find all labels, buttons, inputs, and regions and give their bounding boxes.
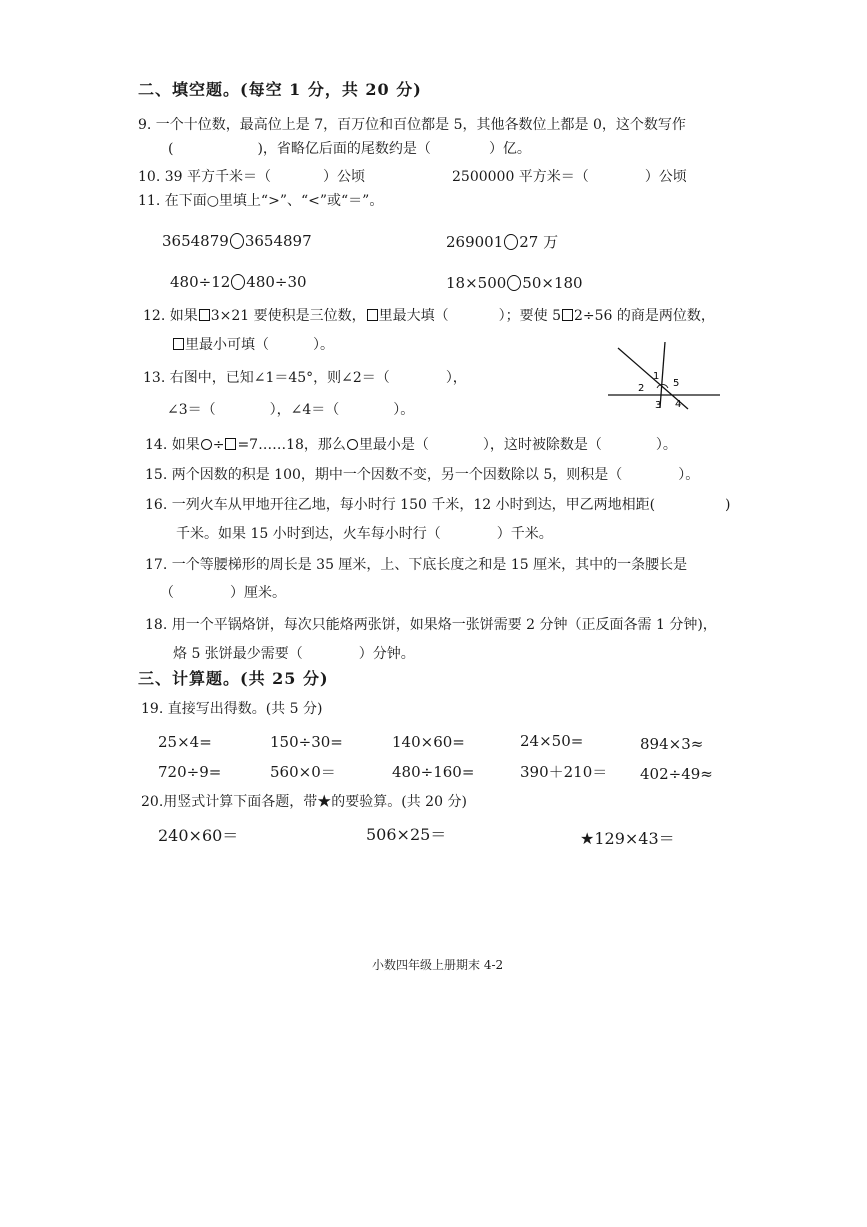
section3-title: 三、计算题。(共 25 分) [138, 669, 329, 688]
q11-item-3-right: 480÷30 [246, 273, 307, 291]
angle-label-3: 3 [655, 400, 662, 411]
q17-line1: 17. 一个等腰梯形的周长是 35 厘米，上、下底长度之和是 15 厘米，其中的一条腰长是 [145, 557, 688, 573]
q14-text-a: 14. 如果 [145, 437, 200, 453]
vertical-line [660, 342, 665, 408]
section2-title: 二、填空题。(每空 1 分，共 20 分) [138, 80, 422, 99]
q13-text-b: ）， [445, 370, 467, 386]
angle-label-1: 1 [653, 371, 660, 382]
q19-item: 402÷49≈ [640, 765, 713, 783]
q11-item-1-left: 3654879 [162, 232, 229, 250]
q11-title: 11. 在下面○里填上“>”、“<”或“＝”。 [138, 193, 384, 209]
q12-text-g: ）。 [313, 337, 334, 353]
q11-item-4 [446, 273, 583, 293]
q9-text-middle: )，省略亿后面的尾数约是（ [257, 141, 431, 157]
q19-item: 720÷9= [158, 763, 222, 781]
q9-bracket-open: ( [168, 141, 174, 157]
q10-text-a: 10. 39 平方千米＝（ [138, 169, 271, 185]
circle-placeholder [201, 439, 212, 450]
q14-text-e: ），这时被除数是（ [482, 437, 602, 453]
q15-line: 15. 两个因数的积是 100，期中一个因数不变，另一个因数除以 5，则积是（ ）。 [145, 467, 700, 483]
q11-item-3-left: 480÷12 [170, 273, 231, 291]
q12-line1 [143, 306, 715, 326]
q20-item: 240×60＝ [158, 826, 239, 845]
page-footer: 小数四年级上册期末 4-2 [372, 958, 504, 972]
q12-line2 [172, 335, 334, 355]
q20-item-starred: ★129×43＝ [580, 829, 675, 848]
q13-text-e: ）。 [393, 402, 415, 418]
q19-item: 894×3≈ [640, 735, 704, 753]
q19-item: 140×60= [392, 733, 465, 751]
q19-item: 390＋210＝ [520, 763, 608, 781]
q20-title: 20.用竖式计算下面各题，带★的要验算。(共 20 分) [141, 794, 467, 810]
q11-item-2 [446, 232, 558, 252]
q13-line1 [143, 368, 467, 388]
q16-line1: 16. 一列火车从甲地开往乙地，每小时行 150 千米，12 小时到达，甲乙两地相距( ) [145, 497, 731, 513]
q12-text-a: 12. 如果 [143, 308, 198, 324]
q12-text-e: 2÷56 的商是两位数， [573, 308, 715, 324]
box-placeholder [562, 309, 573, 321]
angle-figure [604, 338, 724, 414]
q9-line2 [168, 139, 531, 159]
angle-label-2: 2 [638, 383, 645, 394]
q11-item-3 [170, 272, 307, 292]
q14-text-c: =7……18，那么 [237, 437, 346, 453]
q11-item-1 [162, 231, 312, 251]
angle-label-4: 4 [675, 399, 682, 410]
box-placeholder [367, 309, 378, 321]
q19-item: 480÷160= [392, 763, 475, 781]
q19-title: 19. 直接写出得数。(共 5 分) [141, 701, 323, 717]
compare-circle[interactable] [507, 275, 521, 291]
box-placeholder [173, 338, 184, 350]
q11-item-2-left: 269001 [446, 233, 504, 251]
q12-text-b: 3×21 要使积是三位数， [210, 308, 366, 324]
q19-item: 560×0＝ [270, 763, 336, 781]
q13-line2 [167, 400, 414, 420]
compare-circle[interactable] [231, 274, 245, 290]
q11-item-1-right: 3654897 [244, 232, 312, 250]
box-placeholder [199, 309, 210, 321]
q14-line [145, 435, 677, 455]
q17-line2: （ ）厘米。 [160, 585, 286, 601]
q11-item-4-left: 18×500 [446, 274, 507, 292]
q14-text-b: ÷ [212, 437, 225, 453]
compare-circle[interactable] [504, 234, 518, 250]
q10-text-d: ）公顷 [644, 169, 687, 185]
q19-item: 25×4= [158, 733, 212, 751]
q14-text-f: ）。 [655, 437, 677, 453]
q18-line2: 烙 5 张饼最少需要（ ）分钟。 [173, 646, 415, 662]
compare-circle[interactable] [230, 233, 244, 249]
q10-text-b: ）公顷 [322, 169, 365, 185]
angle-label-5: 5 [673, 378, 680, 389]
q12-text-f: 里最小可填（ [185, 337, 269, 353]
q12-text-c: 里最大填（ [378, 308, 449, 324]
q13-text-c: ∠3＝（ [167, 402, 216, 418]
q11-item-2-right: 27 万 [519, 233, 559, 251]
box-placeholder [225, 438, 236, 450]
q20-item: 506×25＝ [366, 825, 447, 844]
q10-text-c: 2500000 平方米＝（ [452, 169, 589, 185]
q13-text-a: 13. 右图中，已知∠1＝45°，则∠2＝（ [143, 370, 390, 386]
q18-line1: 18. 用一个平锅烙饼，每次只能烙两张饼，如果烙一张饼需要 2 分钟（正反面各需 1 分钟)， [145, 617, 717, 633]
q10-part1 [138, 167, 365, 187]
q9-line1: 9. 一个十位数，最高位上是 7，百万位和百位都是 5，其他各数位上都是 0，这个数写作 [138, 117, 686, 133]
q11-item-4-right: 50×180 [522, 274, 583, 292]
q10-part2 [452, 167, 687, 187]
q9-text-end: ）亿。 [488, 141, 531, 157]
q13-text-d: ），∠4＝（ [269, 402, 340, 418]
q14-text-d: 里最小是（ [358, 437, 429, 453]
q19-item: 150÷30= [270, 733, 343, 751]
q19-item: 24×50= [520, 732, 584, 750]
q12-text-d: ）；要使 5 [498, 308, 561, 324]
q16-line2: 千米。如果 15 小时到达，火车每小时行（ ）千米。 [176, 526, 553, 542]
circle-placeholder [347, 439, 358, 450]
